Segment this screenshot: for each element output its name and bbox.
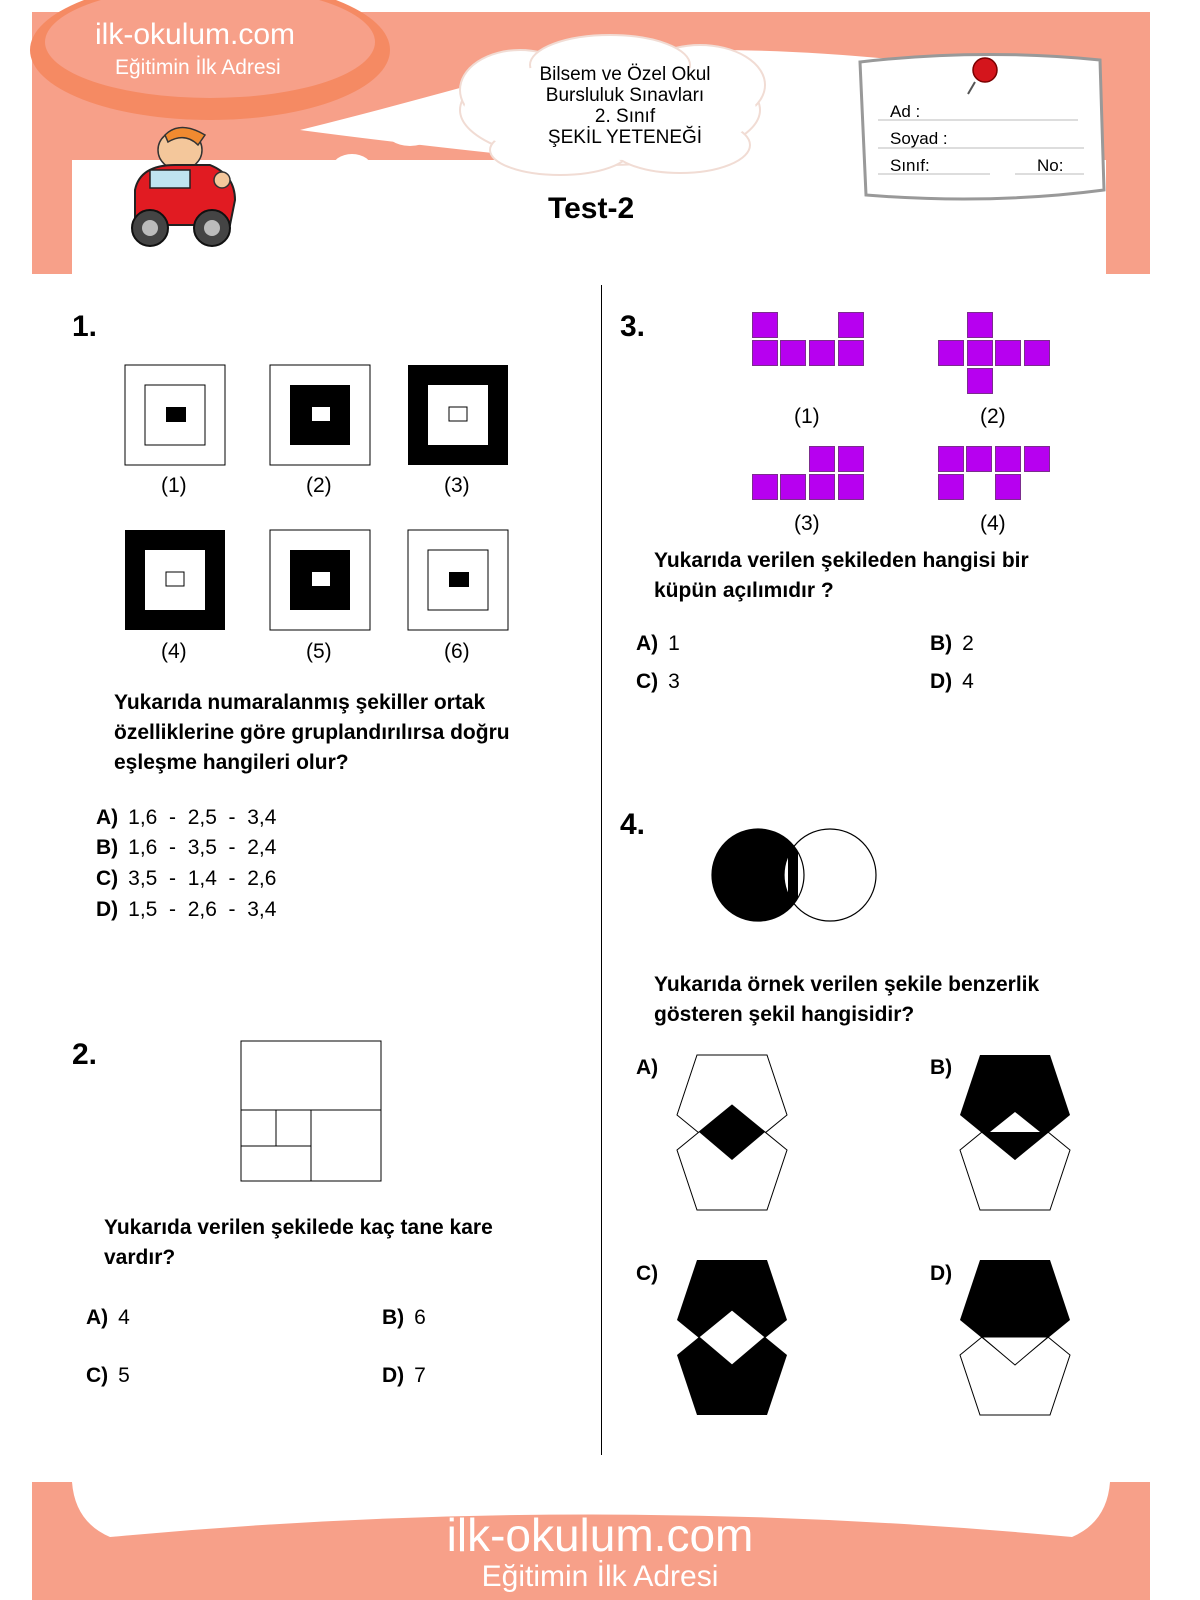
- q1-text-line: eşleşme hangileri olur?: [114, 751, 349, 774]
- name-label-no: No:: [1037, 156, 1064, 175]
- q4-number: 4.: [620, 808, 646, 841]
- option-value: 1,6 - 3,5 - 2,4: [128, 836, 277, 859]
- column-divider: [601, 285, 602, 1455]
- option-value: 1,6 - 2,5 - 3,4: [128, 806, 277, 829]
- q4-option-d[interactable]: D): [930, 1262, 953, 1285]
- footer-site: ilk-okulum.com: [446, 1509, 754, 1561]
- q3-question-text: [654, 546, 1029, 606]
- test-title: Test-2: [548, 192, 635, 225]
- q3-option-b[interactable]: [930, 632, 974, 656]
- q4-text-line: Yukarıda örnek verilen şekile benzerlik: [654, 973, 1040, 996]
- q3-caption: (3): [794, 512, 820, 535]
- cloud-text: [490, 64, 760, 148]
- q4-example-figure: [710, 825, 885, 925]
- q1-caption: (3): [444, 474, 470, 497]
- cloud-line: Bilsem ve Özel Okul: [539, 64, 711, 85]
- q2-option-c[interactable]: [86, 1364, 130, 1388]
- option-label: B): [96, 836, 119, 859]
- q1-option-d[interactable]: [96, 898, 276, 922]
- q1-text-line: Yukarıda numaralanmış şekiller ortak: [114, 691, 486, 714]
- q2-option-b[interactable]: [382, 1306, 426, 1330]
- name-label-soyad: Soyad :: [890, 129, 948, 148]
- q3-net-1: [752, 312, 872, 372]
- option-value: 2: [962, 632, 974, 655]
- cloud-line: ŞEKİL YETENEĞİ: [547, 127, 703, 148]
- option-value: 7: [414, 1364, 426, 1387]
- q3-text-line: Yukarıda verilen şekileden hangisi bir: [654, 549, 1029, 572]
- q3-option-a[interactable]: [636, 632, 680, 656]
- q2-number: 2.: [72, 1038, 98, 1071]
- q2-question-text: [104, 1213, 493, 1273]
- q1-caption: (4): [161, 640, 187, 663]
- q3-number: 3.: [620, 310, 646, 343]
- q4-option-d-figure: [955, 1255, 1075, 1420]
- option-value: 6: [414, 1306, 426, 1329]
- option-label: C): [86, 1364, 109, 1387]
- q3-caption: (1): [794, 405, 820, 428]
- q3-net-3: [752, 446, 872, 506]
- option-label: A): [636, 632, 659, 655]
- name-label-ad: Ad :: [890, 102, 921, 121]
- q1-option-b[interactable]: [96, 836, 276, 860]
- cloud-line: Bursluluk Sınavları: [545, 85, 705, 106]
- q4-option-b-figure: [955, 1050, 1075, 1215]
- option-label: A): [86, 1306, 109, 1329]
- q1-figure-2: [270, 365, 370, 465]
- option-label: B): [930, 632, 953, 655]
- q4-option-c[interactable]: C): [636, 1262, 659, 1285]
- car-cartoon: [132, 128, 235, 247]
- name-card-frame: [860, 54, 1104, 199]
- option-value: 3: [668, 670, 680, 693]
- header-logo-site: ilk-okulum.com: [95, 18, 296, 51]
- q1-caption: (6): [444, 640, 470, 663]
- q3-option-c[interactable]: [636, 670, 680, 694]
- header-logo-tagline: Eğitimin İlk Adresi: [115, 56, 281, 79]
- name-label-sinif: Sınıf:: [890, 156, 930, 175]
- q1-text-line: özelliklerine göre gruplandırılırsa doğru: [114, 721, 510, 744]
- q3-net-2: [938, 312, 1058, 402]
- q1-option-a[interactable]: [96, 806, 276, 830]
- q1-question-text: [114, 688, 510, 778]
- q3-text-line: küpün açılımıdır ?: [654, 579, 834, 602]
- q4-option-a[interactable]: A): [636, 1056, 659, 1079]
- q1-number: 1.: [72, 310, 98, 343]
- q1-figure-1: [125, 365, 225, 465]
- q4-option-c-figure: [672, 1255, 792, 1420]
- q4-option-b[interactable]: B): [930, 1056, 953, 1079]
- q3-net-4: [938, 446, 1058, 506]
- option-label: D): [96, 898, 119, 921]
- q2-option-d[interactable]: [382, 1364, 426, 1388]
- q1-figure-4: [125, 530, 225, 630]
- q3-option-d[interactable]: [930, 670, 974, 694]
- option-label: D): [382, 1364, 405, 1387]
- q4-text-line: gösteren şekil hangisidir?: [654, 1003, 915, 1026]
- option-label: C): [96, 867, 119, 890]
- q1-caption: (2): [306, 474, 332, 497]
- q2-text-line: Yukarıda verilen şekilede kaç tane kare: [104, 1216, 493, 1239]
- q3-caption: (2): [980, 405, 1006, 428]
- option-label: C): [636, 670, 659, 693]
- option-value: 5: [118, 1364, 130, 1387]
- q3-caption: (4): [980, 512, 1006, 535]
- q4-option-a-figure: [672, 1050, 792, 1215]
- footer-tagline: Eğitimin İlk Adresi: [481, 1560, 719, 1593]
- q2-option-a[interactable]: [86, 1306, 130, 1330]
- q1-caption: (1): [161, 474, 187, 497]
- option-label: B): [382, 1306, 405, 1329]
- option-value: 4: [962, 670, 974, 693]
- q1-figure-6: [408, 530, 508, 630]
- option-value: 1: [668, 632, 680, 655]
- q1-caption: (5): [306, 640, 332, 663]
- q2-figure: [240, 1040, 385, 1185]
- q4-question-text: [654, 970, 1039, 1030]
- option-value: 4: [118, 1306, 130, 1329]
- option-value: 3,5 - 1,4 - 2,6: [128, 867, 277, 890]
- option-value: 1,5 - 2,6 - 3,4: [128, 898, 277, 921]
- q1-figure-3: [408, 365, 508, 465]
- q1-option-c[interactable]: [96, 867, 276, 891]
- option-label: A): [96, 806, 119, 829]
- q2-text-line: vardır?: [104, 1246, 176, 1269]
- option-label: D): [930, 670, 953, 693]
- cloud-line: 2. Sınıf: [594, 106, 656, 127]
- q1-figure-5: [270, 530, 370, 630]
